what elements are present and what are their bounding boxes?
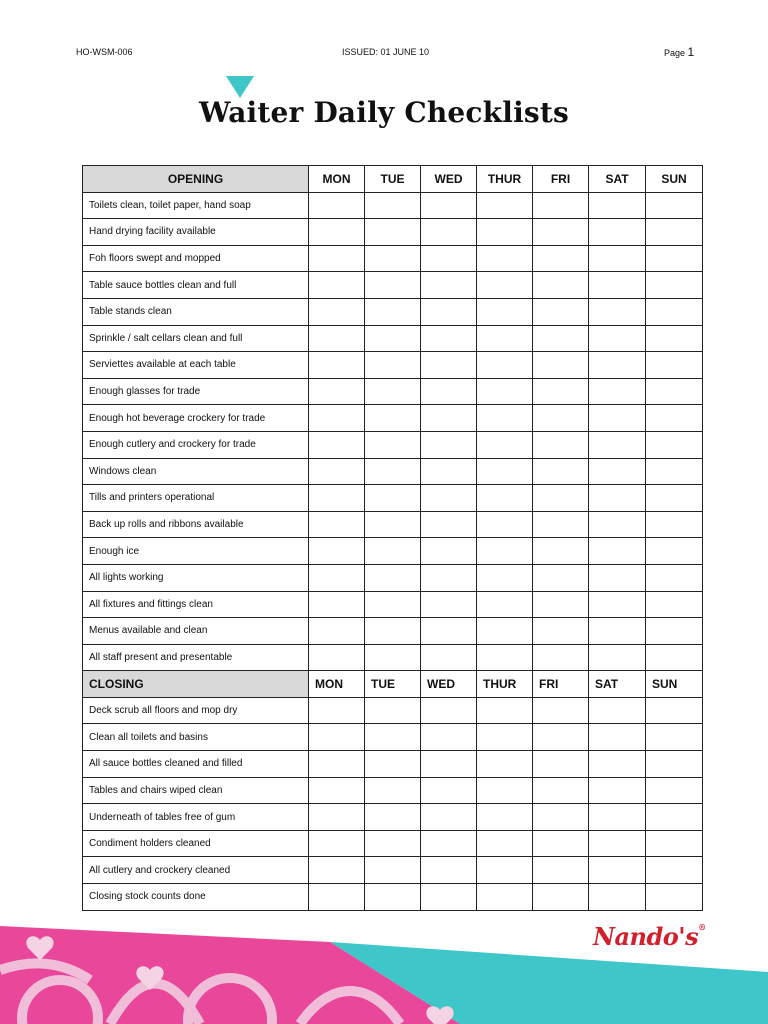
check-cell-tue[interactable] [365, 325, 421, 352]
check-cell-tue[interactable] [365, 485, 421, 512]
check-cell-mon[interactable] [309, 830, 365, 857]
check-cell-thur[interactable] [477, 644, 533, 671]
check-cell-fri[interactable] [533, 697, 589, 724]
check-cell-fri[interactable] [533, 857, 589, 884]
check-cell-fri[interactable] [533, 564, 589, 591]
check-cell-wed[interactable] [421, 804, 477, 831]
task-label: Underneath of tables free of gum [83, 804, 309, 831]
logo-text: Nando's [593, 922, 699, 951]
check-cell-mon[interactable] [309, 192, 365, 219]
check-cell-sun[interactable] [646, 777, 703, 804]
check-cell-fri[interactable] [533, 591, 589, 618]
check-cell-tue[interactable] [365, 697, 421, 724]
check-cell-sun[interactable] [646, 458, 703, 485]
task-label: Tables and chairs wiped clean [83, 777, 309, 804]
check-cell-thur[interactable] [477, 352, 533, 379]
page-indicator [664, 45, 694, 59]
day-header-wed: WED [421, 166, 477, 193]
check-cell-sun[interactable] [646, 564, 703, 591]
day-header-thur: THUR [477, 671, 533, 698]
check-cell-mon[interactable] [309, 511, 365, 538]
task-label: Deck scrub all floors and mop dry [83, 697, 309, 724]
brand-logo [593, 922, 706, 951]
check-cell-thur[interactable] [477, 618, 533, 645]
check-cell-sat[interactable] [589, 751, 646, 778]
closing-header-row [83, 671, 703, 698]
check-cell-tue[interactable] [365, 192, 421, 219]
check-cell-sun[interactable] [646, 219, 703, 246]
check-cell-wed[interactable] [421, 777, 477, 804]
task-label: All staff present and presentable [83, 644, 309, 671]
check-cell-sun[interactable] [646, 830, 703, 857]
check-cell-sat[interactable] [589, 697, 646, 724]
task-label: Closing stock counts done [83, 884, 309, 911]
task-label: Enough ice [83, 538, 309, 565]
check-cell-mon[interactable] [309, 644, 365, 671]
check-cell-wed[interactable] [421, 431, 477, 458]
check-cell-sat[interactable] [589, 485, 646, 512]
task-label: All lights working [83, 564, 309, 591]
task-label: Table stands clean [83, 298, 309, 325]
check-cell-sun[interactable] [646, 405, 703, 432]
day-header-thur: THUR [477, 166, 533, 193]
check-cell-tue[interactable] [365, 644, 421, 671]
day-header-sun: SUN [646, 671, 703, 698]
task-row [83, 564, 703, 591]
check-cell-mon[interactable] [309, 724, 365, 751]
check-cell-tue[interactable] [365, 431, 421, 458]
task-row [83, 378, 703, 405]
check-cell-fri[interactable] [533, 298, 589, 325]
check-cell-thur[interactable] [477, 697, 533, 724]
check-cell-sat[interactable] [589, 325, 646, 352]
check-cell-sat[interactable] [589, 777, 646, 804]
check-cell-sat[interactable] [589, 298, 646, 325]
check-cell-sun[interactable] [646, 538, 703, 565]
check-cell-sat[interactable] [589, 245, 646, 272]
check-cell-wed[interactable] [421, 219, 477, 246]
task-row [83, 298, 703, 325]
issue-date: ISSUED: 01 JUNE 10 [342, 47, 430, 57]
check-cell-thur[interactable] [477, 378, 533, 405]
check-cell-sun[interactable] [646, 644, 703, 671]
check-cell-wed[interactable] [421, 511, 477, 538]
check-cell-sat[interactable] [589, 618, 646, 645]
check-cell-sun[interactable] [646, 697, 703, 724]
check-cell-sat[interactable] [589, 857, 646, 884]
task-row [83, 485, 703, 512]
task-label: Toilets clean, toilet paper, hand soap [83, 192, 309, 219]
check-cell-wed[interactable] [421, 618, 477, 645]
check-cell-tue[interactable] [365, 405, 421, 432]
check-cell-sun[interactable] [646, 724, 703, 751]
check-cell-wed[interactable] [421, 245, 477, 272]
check-cell-mon[interactable] [309, 405, 365, 432]
check-cell-wed[interactable] [421, 644, 477, 671]
check-cell-thur[interactable] [477, 298, 533, 325]
page-title: Waiter Daily Checklists [199, 96, 569, 129]
check-cell-mon[interactable] [309, 538, 365, 565]
opening-section-label: OPENING [83, 166, 309, 193]
check-cell-sat[interactable] [589, 378, 646, 405]
check-cell-thur[interactable] [477, 591, 533, 618]
registered-mark: ® [698, 922, 706, 932]
check-cell-sat[interactable] [589, 219, 646, 246]
decorative-banner [0, 900, 768, 1024]
check-cell-sun[interactable] [646, 378, 703, 405]
check-cell-sat[interactable] [589, 192, 646, 219]
check-cell-wed[interactable] [421, 485, 477, 512]
day-header-sat: SAT [589, 671, 646, 698]
check-cell-tue[interactable] [365, 618, 421, 645]
task-label: Enough hot beverage crockery for trade [83, 405, 309, 432]
task-label: All cutlery and crockery cleaned [83, 857, 309, 884]
check-cell-sat[interactable] [589, 458, 646, 485]
check-cell-mon[interactable] [309, 219, 365, 246]
check-cell-wed[interactable] [421, 751, 477, 778]
check-cell-mon[interactable] [309, 352, 365, 379]
day-header-tue: TUE [365, 166, 421, 193]
check-cell-tue[interactable] [365, 298, 421, 325]
document-code: HO-WSM-006 [76, 47, 133, 57]
check-cell-thur[interactable] [477, 857, 533, 884]
triangle-marker-icon [226, 76, 254, 98]
check-cell-sat[interactable] [589, 724, 646, 751]
day-header-mon: MON [309, 166, 365, 193]
check-cell-sun[interactable] [646, 485, 703, 512]
task-row [83, 325, 703, 352]
check-cell-fri[interactable] [533, 830, 589, 857]
check-cell-mon[interactable] [309, 378, 365, 405]
check-cell-tue[interactable] [365, 245, 421, 272]
task-row [83, 697, 703, 724]
checklist-table [82, 165, 703, 911]
day-header-sun: SUN [646, 166, 703, 193]
task-label: Serviettes available at each table [83, 352, 309, 379]
check-cell-fri[interactable] [533, 405, 589, 432]
check-cell-sun[interactable] [646, 857, 703, 884]
check-cell-tue[interactable] [365, 352, 421, 379]
check-cell-mon[interactable] [309, 458, 365, 485]
task-row [83, 857, 703, 884]
check-cell-fri[interactable] [533, 751, 589, 778]
task-row [83, 219, 703, 246]
check-cell-thur[interactable] [477, 192, 533, 219]
check-cell-wed[interactable] [421, 830, 477, 857]
task-label: Table sauce bottles clean and full [83, 272, 309, 299]
task-row [83, 431, 703, 458]
check-cell-wed[interactable] [421, 298, 477, 325]
check-cell-tue[interactable] [365, 857, 421, 884]
day-header-wed: WED [421, 671, 477, 698]
task-row [83, 644, 703, 671]
check-cell-fri[interactable] [533, 724, 589, 751]
check-cell-tue[interactable] [365, 458, 421, 485]
check-cell-tue[interactable] [365, 378, 421, 405]
check-cell-sun[interactable] [646, 751, 703, 778]
check-cell-fri[interactable] [533, 378, 589, 405]
task-row [83, 777, 703, 804]
task-label: Enough glasses for trade [83, 378, 309, 405]
check-cell-wed[interactable] [421, 591, 477, 618]
check-cell-sat[interactable] [589, 352, 646, 379]
task-label: Hand drying facility available [83, 219, 309, 246]
check-cell-sat[interactable] [589, 804, 646, 831]
check-cell-wed[interactable] [421, 857, 477, 884]
check-cell-sun[interactable] [646, 192, 703, 219]
task-label: Foh floors swept and mopped [83, 245, 309, 272]
check-cell-fri[interactable] [533, 272, 589, 299]
task-label: All sauce bottles cleaned and filled [83, 751, 309, 778]
day-header-tue: TUE [365, 671, 421, 698]
check-cell-wed[interactable] [421, 458, 477, 485]
closing-section-label: CLOSING [83, 671, 309, 698]
check-cell-tue[interactable] [365, 511, 421, 538]
check-cell-thur[interactable] [477, 804, 533, 831]
check-cell-sat[interactable] [589, 511, 646, 538]
check-cell-mon[interactable] [309, 485, 365, 512]
task-row [83, 272, 703, 299]
day-header-mon: MON [309, 671, 365, 698]
check-cell-wed[interactable] [421, 697, 477, 724]
check-cell-sun[interactable] [646, 431, 703, 458]
check-cell-mon[interactable] [309, 857, 365, 884]
check-cell-sun[interactable] [646, 298, 703, 325]
task-label: Menus available and clean [83, 618, 309, 645]
day-header-fri: FRI [533, 166, 589, 193]
check-cell-fri[interactable] [533, 804, 589, 831]
check-cell-mon[interactable] [309, 245, 365, 272]
task-row [83, 405, 703, 432]
check-cell-thur[interactable] [477, 272, 533, 299]
task-row [83, 511, 703, 538]
check-cell-thur[interactable] [477, 245, 533, 272]
check-cell-fri[interactable] [533, 192, 589, 219]
task-row [83, 458, 703, 485]
check-cell-fri[interactable] [533, 245, 589, 272]
check-cell-sun[interactable] [646, 804, 703, 831]
day-header-sat: SAT [589, 166, 646, 193]
check-cell-tue[interactable] [365, 538, 421, 565]
check-cell-wed[interactable] [421, 192, 477, 219]
check-cell-thur[interactable] [477, 458, 533, 485]
page-label: Page [664, 48, 686, 58]
check-cell-mon[interactable] [309, 751, 365, 778]
task-row [83, 352, 703, 379]
check-cell-fri[interactable] [533, 219, 589, 246]
check-cell-mon[interactable] [309, 325, 365, 352]
task-label: All fixtures and fittings clean [83, 591, 309, 618]
check-cell-sun[interactable] [646, 272, 703, 299]
check-cell-sun[interactable] [646, 511, 703, 538]
check-cell-thur[interactable] [477, 325, 533, 352]
check-cell-tue[interactable] [365, 777, 421, 804]
check-cell-thur[interactable] [477, 564, 533, 591]
check-cell-sat[interactable] [589, 272, 646, 299]
task-label: Windows clean [83, 458, 309, 485]
check-cell-thur[interactable] [477, 538, 533, 565]
task-label: Clean all toilets and basins [83, 724, 309, 751]
task-row [83, 591, 703, 618]
page-number: 1 [687, 45, 695, 59]
check-cell-thur[interactable] [477, 724, 533, 751]
check-cell-fri[interactable] [533, 325, 589, 352]
task-label: Enough cutlery and crockery for trade [83, 431, 309, 458]
check-cell-sat[interactable] [589, 431, 646, 458]
check-cell-sun[interactable] [646, 618, 703, 645]
check-cell-thur[interactable] [477, 777, 533, 804]
check-cell-wed[interactable] [421, 378, 477, 405]
check-cell-tue[interactable] [365, 804, 421, 831]
check-cell-sun[interactable] [646, 352, 703, 379]
check-cell-fri[interactable] [533, 777, 589, 804]
task-label: Tills and printers operational [83, 485, 309, 512]
check-cell-wed[interactable] [421, 564, 477, 591]
task-label: Back up rolls and ribbons available [83, 511, 309, 538]
check-cell-thur[interactable] [477, 405, 533, 432]
check-cell-fri[interactable] [533, 485, 589, 512]
check-cell-sun[interactable] [646, 591, 703, 618]
check-cell-tue[interactable] [365, 272, 421, 299]
check-cell-sat[interactable] [589, 591, 646, 618]
check-cell-mon[interactable] [309, 591, 365, 618]
check-cell-tue[interactable] [365, 751, 421, 778]
check-cell-mon[interactable] [309, 431, 365, 458]
opening-header-row [83, 166, 703, 193]
check-cell-wed[interactable] [421, 325, 477, 352]
task-row [83, 830, 703, 857]
check-cell-sun[interactable] [646, 325, 703, 352]
check-cell-mon[interactable] [309, 618, 365, 645]
task-row [83, 192, 703, 219]
check-cell-thur[interactable] [477, 485, 533, 512]
check-cell-fri[interactable] [533, 511, 589, 538]
check-cell-wed[interactable] [421, 724, 477, 751]
check-cell-tue[interactable] [365, 830, 421, 857]
check-cell-sun[interactable] [646, 245, 703, 272]
task-row [83, 618, 703, 645]
check-cell-tue[interactable] [365, 564, 421, 591]
day-header-fri: FRI [533, 671, 589, 698]
task-label: Condiment holders cleaned [83, 830, 309, 857]
check-cell-mon[interactable] [309, 697, 365, 724]
check-cell-fri[interactable] [533, 352, 589, 379]
check-cell-fri[interactable] [533, 538, 589, 565]
check-cell-tue[interactable] [365, 591, 421, 618]
check-cell-thur[interactable] [477, 219, 533, 246]
task-row [83, 538, 703, 565]
check-cell-wed[interactable] [421, 272, 477, 299]
check-cell-mon[interactable] [309, 804, 365, 831]
check-cell-fri[interactable] [533, 431, 589, 458]
check-cell-wed[interactable] [421, 352, 477, 379]
check-cell-mon[interactable] [309, 272, 365, 299]
check-cell-sat[interactable] [589, 405, 646, 432]
check-cell-thur[interactable] [477, 431, 533, 458]
check-cell-fri[interactable] [533, 618, 589, 645]
check-cell-fri[interactable] [533, 644, 589, 671]
check-cell-tue[interactable] [365, 724, 421, 751]
check-cell-mon[interactable] [309, 777, 365, 804]
check-cell-sat[interactable] [589, 644, 646, 671]
task-row [83, 804, 703, 831]
check-cell-sat[interactable] [589, 538, 646, 565]
task-label: Sprinkle / salt cellars clean and full [83, 325, 309, 352]
check-cell-wed[interactable] [421, 538, 477, 565]
check-cell-sat[interactable] [589, 830, 646, 857]
check-cell-wed[interactable] [421, 405, 477, 432]
check-cell-fri[interactable] [533, 458, 589, 485]
check-cell-thur[interactable] [477, 751, 533, 778]
check-cell-tue[interactable] [365, 219, 421, 246]
check-cell-thur[interactable] [477, 511, 533, 538]
task-row [83, 751, 703, 778]
check-cell-sat[interactable] [589, 564, 646, 591]
check-cell-mon[interactable] [309, 298, 365, 325]
task-row [83, 724, 703, 751]
check-cell-thur[interactable] [477, 830, 533, 857]
check-cell-mon[interactable] [309, 564, 365, 591]
task-row [83, 245, 703, 272]
